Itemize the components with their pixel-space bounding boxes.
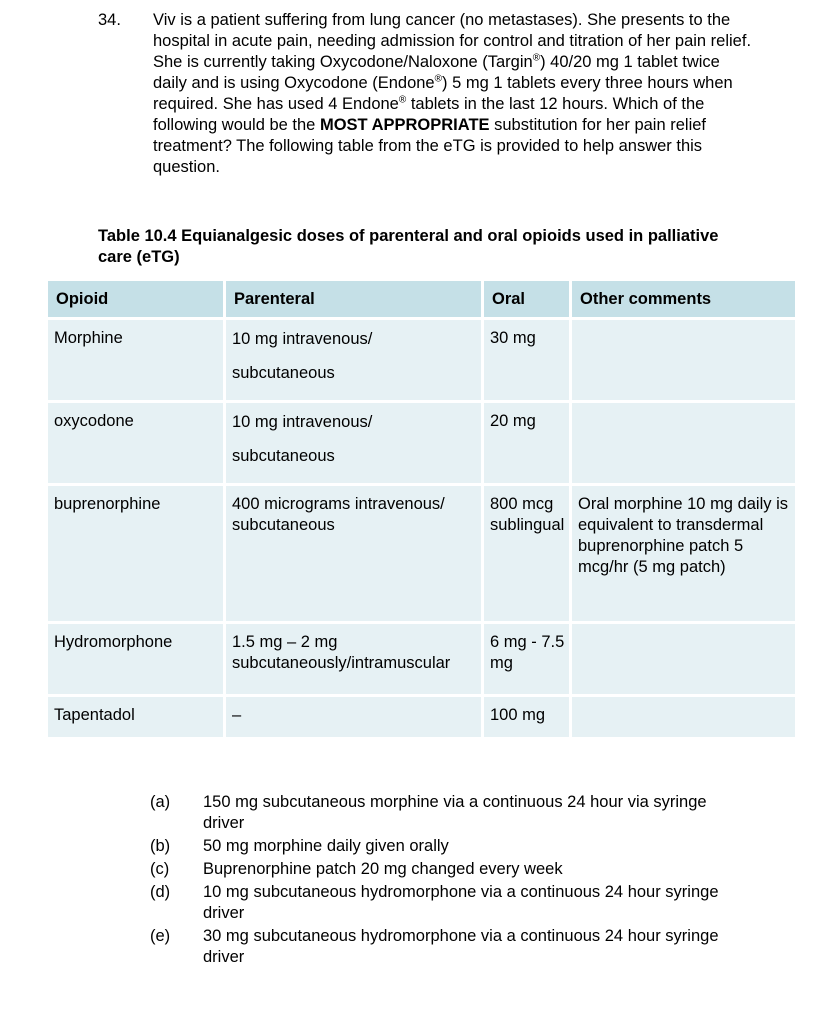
answer-option-d[interactable]	[150, 882, 750, 924]
header-parenteral: Parenteral	[226, 281, 481, 320]
registered-mark: ®	[398, 94, 407, 106]
cell-oral: 20 mg	[484, 403, 569, 486]
cell-parenteral: 1.5 mg – 2 mg subcutaneously/intramuscular	[226, 624, 481, 697]
option-text: Buprenorphine patch 20 mg changed every week	[203, 860, 563, 878]
table-caption: Table 10.4 Equianalgesic doses of parenteral and oral opioids used in palliative care (eTG)	[98, 227, 719, 266]
cell-comments	[572, 403, 795, 486]
cell-parenteral: –	[226, 697, 481, 740]
table-header-row	[48, 281, 795, 320]
question-emphasis: MOST APPROPRIATE	[319, 116, 490, 134]
option-label: (e)	[150, 927, 171, 945]
option-label: (d)	[150, 883, 171, 901]
cell-parenteral	[226, 320, 481, 403]
table-row	[48, 320, 795, 403]
question-text-part: ) 5 mg 1 tablets every three hours when required. She has used 4 Endone	[153, 74, 733, 113]
answer-option-c[interactable]	[150, 859, 750, 880]
cell-opioid: oxycodone	[48, 403, 223, 486]
cell-opioid: Tapentadol	[48, 697, 223, 740]
cell-parenteral-text: 10 mg intravenous/ subcutaneous	[232, 413, 373, 465]
cell-comments	[572, 697, 795, 740]
option-label: (a)	[150, 793, 171, 811]
cell-oral: 100 mg	[484, 697, 569, 740]
cell-comments	[572, 624, 795, 697]
cell-opioid: Morphine	[48, 320, 223, 403]
table-row	[48, 486, 795, 624]
cell-parenteral	[226, 403, 481, 486]
cell-oral: 30 mg	[484, 320, 569, 403]
cell-oral: 6 mg - 7.5 mg	[484, 624, 569, 697]
cell-opioid: Hydromorphone	[48, 624, 223, 697]
registered-mark: ®	[434, 73, 442, 85]
answer-options	[150, 792, 750, 970]
header-other-comments: Other comments	[572, 281, 795, 320]
cell-opioid: buprenorphine	[48, 486, 223, 624]
cell-comments: Oral morphine 10 mg daily is equivalent to transdermal buprenorphine patch 5 mcg/hr (5 mg patch)	[572, 486, 795, 624]
question-text	[153, 10, 753, 178]
answer-option-a[interactable]	[150, 792, 750, 834]
cell-oral: 800 mcg sublingual	[484, 486, 569, 624]
option-text: 30 mg subcutaneous hydromorphone via a continuous 24 hour syringe driver	[203, 927, 719, 966]
question-number: 34.	[98, 11, 121, 29]
cell-parenteral: 400 micrograms intravenous/ subcutaneous	[226, 486, 481, 624]
registered-mark: ®	[532, 52, 541, 64]
cell-parenteral-text: 10 mg intravenous/ subcutaneous	[232, 330, 373, 382]
answer-option-e[interactable]	[150, 926, 750, 968]
cell-comments	[572, 320, 795, 403]
question-text-part: ) 40/20 mg 1 tablet twice daily and is using Oxycodone (Endone	[153, 53, 720, 92]
table-row	[48, 697, 795, 740]
header-oral: Oral	[484, 281, 569, 320]
table-row	[48, 403, 795, 486]
question-text-part: Viv is a patient suffering from lung cancer (no metastases). She presents to the hospital in acute pain, needing admission for control and titration of her pain relief. She is currently taking Oxycodone/Naloxone (Targin	[153, 11, 752, 71]
option-label: (c)	[150, 860, 170, 878]
option-text: 150 mg subcutaneous morphine via a continuous 24 hour via syringe driver	[203, 793, 707, 832]
question-text-part: tablets in the last 12 hours. Which of the following would be the	[153, 95, 705, 134]
question-text-part: substitution for her pain relief treatment? The following table from the eTG is provided to help answer this question.	[153, 116, 706, 176]
option-text: 50 mg morphine daily given orally	[203, 837, 449, 855]
option-label: (b)	[150, 837, 171, 855]
answer-option-b[interactable]	[150, 836, 750, 857]
table-row	[48, 624, 795, 697]
equianalgesic-table	[45, 281, 798, 740]
header-opioid: Opioid	[48, 281, 223, 320]
option-text: 10 mg subcutaneous hydromorphone via a continuous 24 hour syringe driver	[203, 883, 719, 922]
